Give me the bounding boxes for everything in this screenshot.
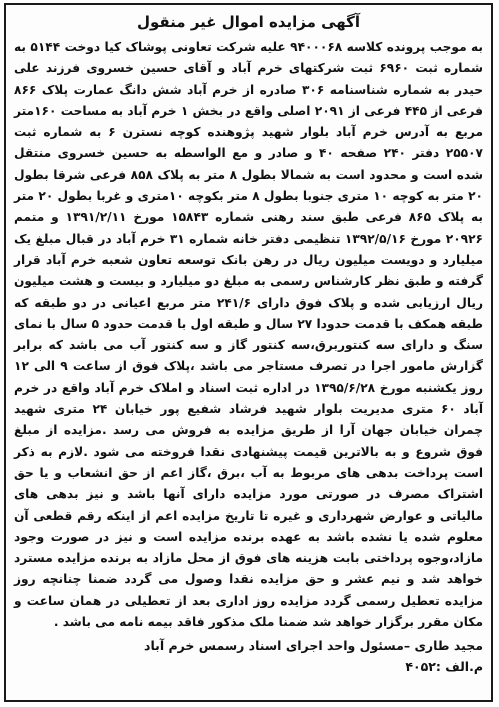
notice-title: آگهی مزایده اموال غیر منقول (136, 13, 361, 31)
notice-box (4, 3, 493, 702)
notice-footer (14, 635, 483, 677)
reference-number: م.الف :۴۰۵۲ (405, 659, 483, 675)
notice-body: به موجب پرونده کلاسه ۹۴۰۰۰۶۸ علیه شرکت تعاونی پوشاک کیا دوخت ۵۱۴۴ به شماره ثبت ۶۹۶۰ ثبت شرکتهای خرم آباد و آقای حسین خسروی فرزند علی حیدر به شماره شناسنامه ۳۰۶ صادره از خرم آباد شش دانگ عمارت پلاک ۸۶۶ فرعی از ۴۴۵ فرعی از ۲۰۹۱ اصلی واقع در بخش ۱ خرم آباد به مساحت ۱۶۰متر مربع به آدرس خرم آباد بلوار شهید پژوهنده کوچه نسترن ۶ به شماره ثبت ۲۵۵۰۷ دفتر ۲۴۰ صفحه ۴۰ و صادر و مع الواسطه به حسین خسروی منتقل شده است و محدود است به شمالا بطول ۸ متر به پلاک ۸۵۸ فرعی شرقا بطول ۲۰ متر به کوچه ۱۰ متری جنوبا بطول ۸ متر بکوچه ۱۰متری و غربا بطول ۲۰ متر به پلاک ۸۶۵ فرعی طبق سند رهنی شماره ۱۵۸۴۳ مورخ ۱۳۹۱/۲/۱۱ و متمم ۲۰۹۲۶ مورخ ۱۳۹۲/۵/۱۶ تنظیمی دفتر خانه شماره ۳۱ خرم آباد در قبال مبلغ یک میلیارد و دویست میلیون ریال در رهن بانک توسعه تعاون شعبه خرم آباد قرار گرفته و طبق نظر کارشناس رسمی به مبلغ دو میلیارد و بیست و هشت میلیون ریال ارزیابی شده و پلاک فوق دارای ۲۴۱/۶ متر مربع اعیانی در دو طبقه که طبقه همکف با قدمت حدودا ۲۷ سال و طبقه اول با قدمت حدود ۵ سال با نمای سنگ و دارای سه کنتوربرق،سه کنتور گاز و سه کنتور آب می باشد که برابر گزارش مامور اجرا در تصرف مستاجر می باشد ،پلاک فوق از ساعت ۹ الی ۱۲ روز یکشنبه مورخ ۱۳۹۵/۶/۲۸ در اداره ثبت اسناد و املاک خرم آباد واقع در خرم آباد ۶۰ متری مدیریت بلوار شهید فرشاد شفیع پور خیابان ۲۴ متری شهید چمران خیابان جهان آرا از طریق مزایده به فروش می رسد .مزایده از مبلغ فوق شروع و به بالاترین قیمت پیشنهادی نقدا فروخته می شود .لازم به ذکر است پرداخت بدهی های مربوط به آب ،برق ،گاز اعم از حق انشعاب و یا حق اشتراک مصرف در صورتی مورد مزایده دارای آنها باشد و نیز بدهی های مالیاتی و عوارض شهرداری و غیره تا تاریخ مزایده اعم از اینکه رقم قطعی آن معلوم شده یا نشده باشد به عهده برنده مزایده است و نیز در صورت وجود مازاد،وجوه پرداختی بابت هزینه های فوق از محل مازاد به برنده مزایده مسترد خواهد شد و نیم عشر و حق مزایده نقدا وصول می گردد ضمنا چنانچه روز مزایده تعطیل رسمی گردد مزایده روز اداری بعد از تعطیلی در همان ساعت و مکان مقرر برگزار خواهد شد ضمنا ملک مذکور فاقد بیمه نامه می باشد . (14, 40, 484, 630)
signature-line: مجید طاری –مسئول واحد اجرای اسناد رسمس خرم آباد (144, 638, 483, 654)
